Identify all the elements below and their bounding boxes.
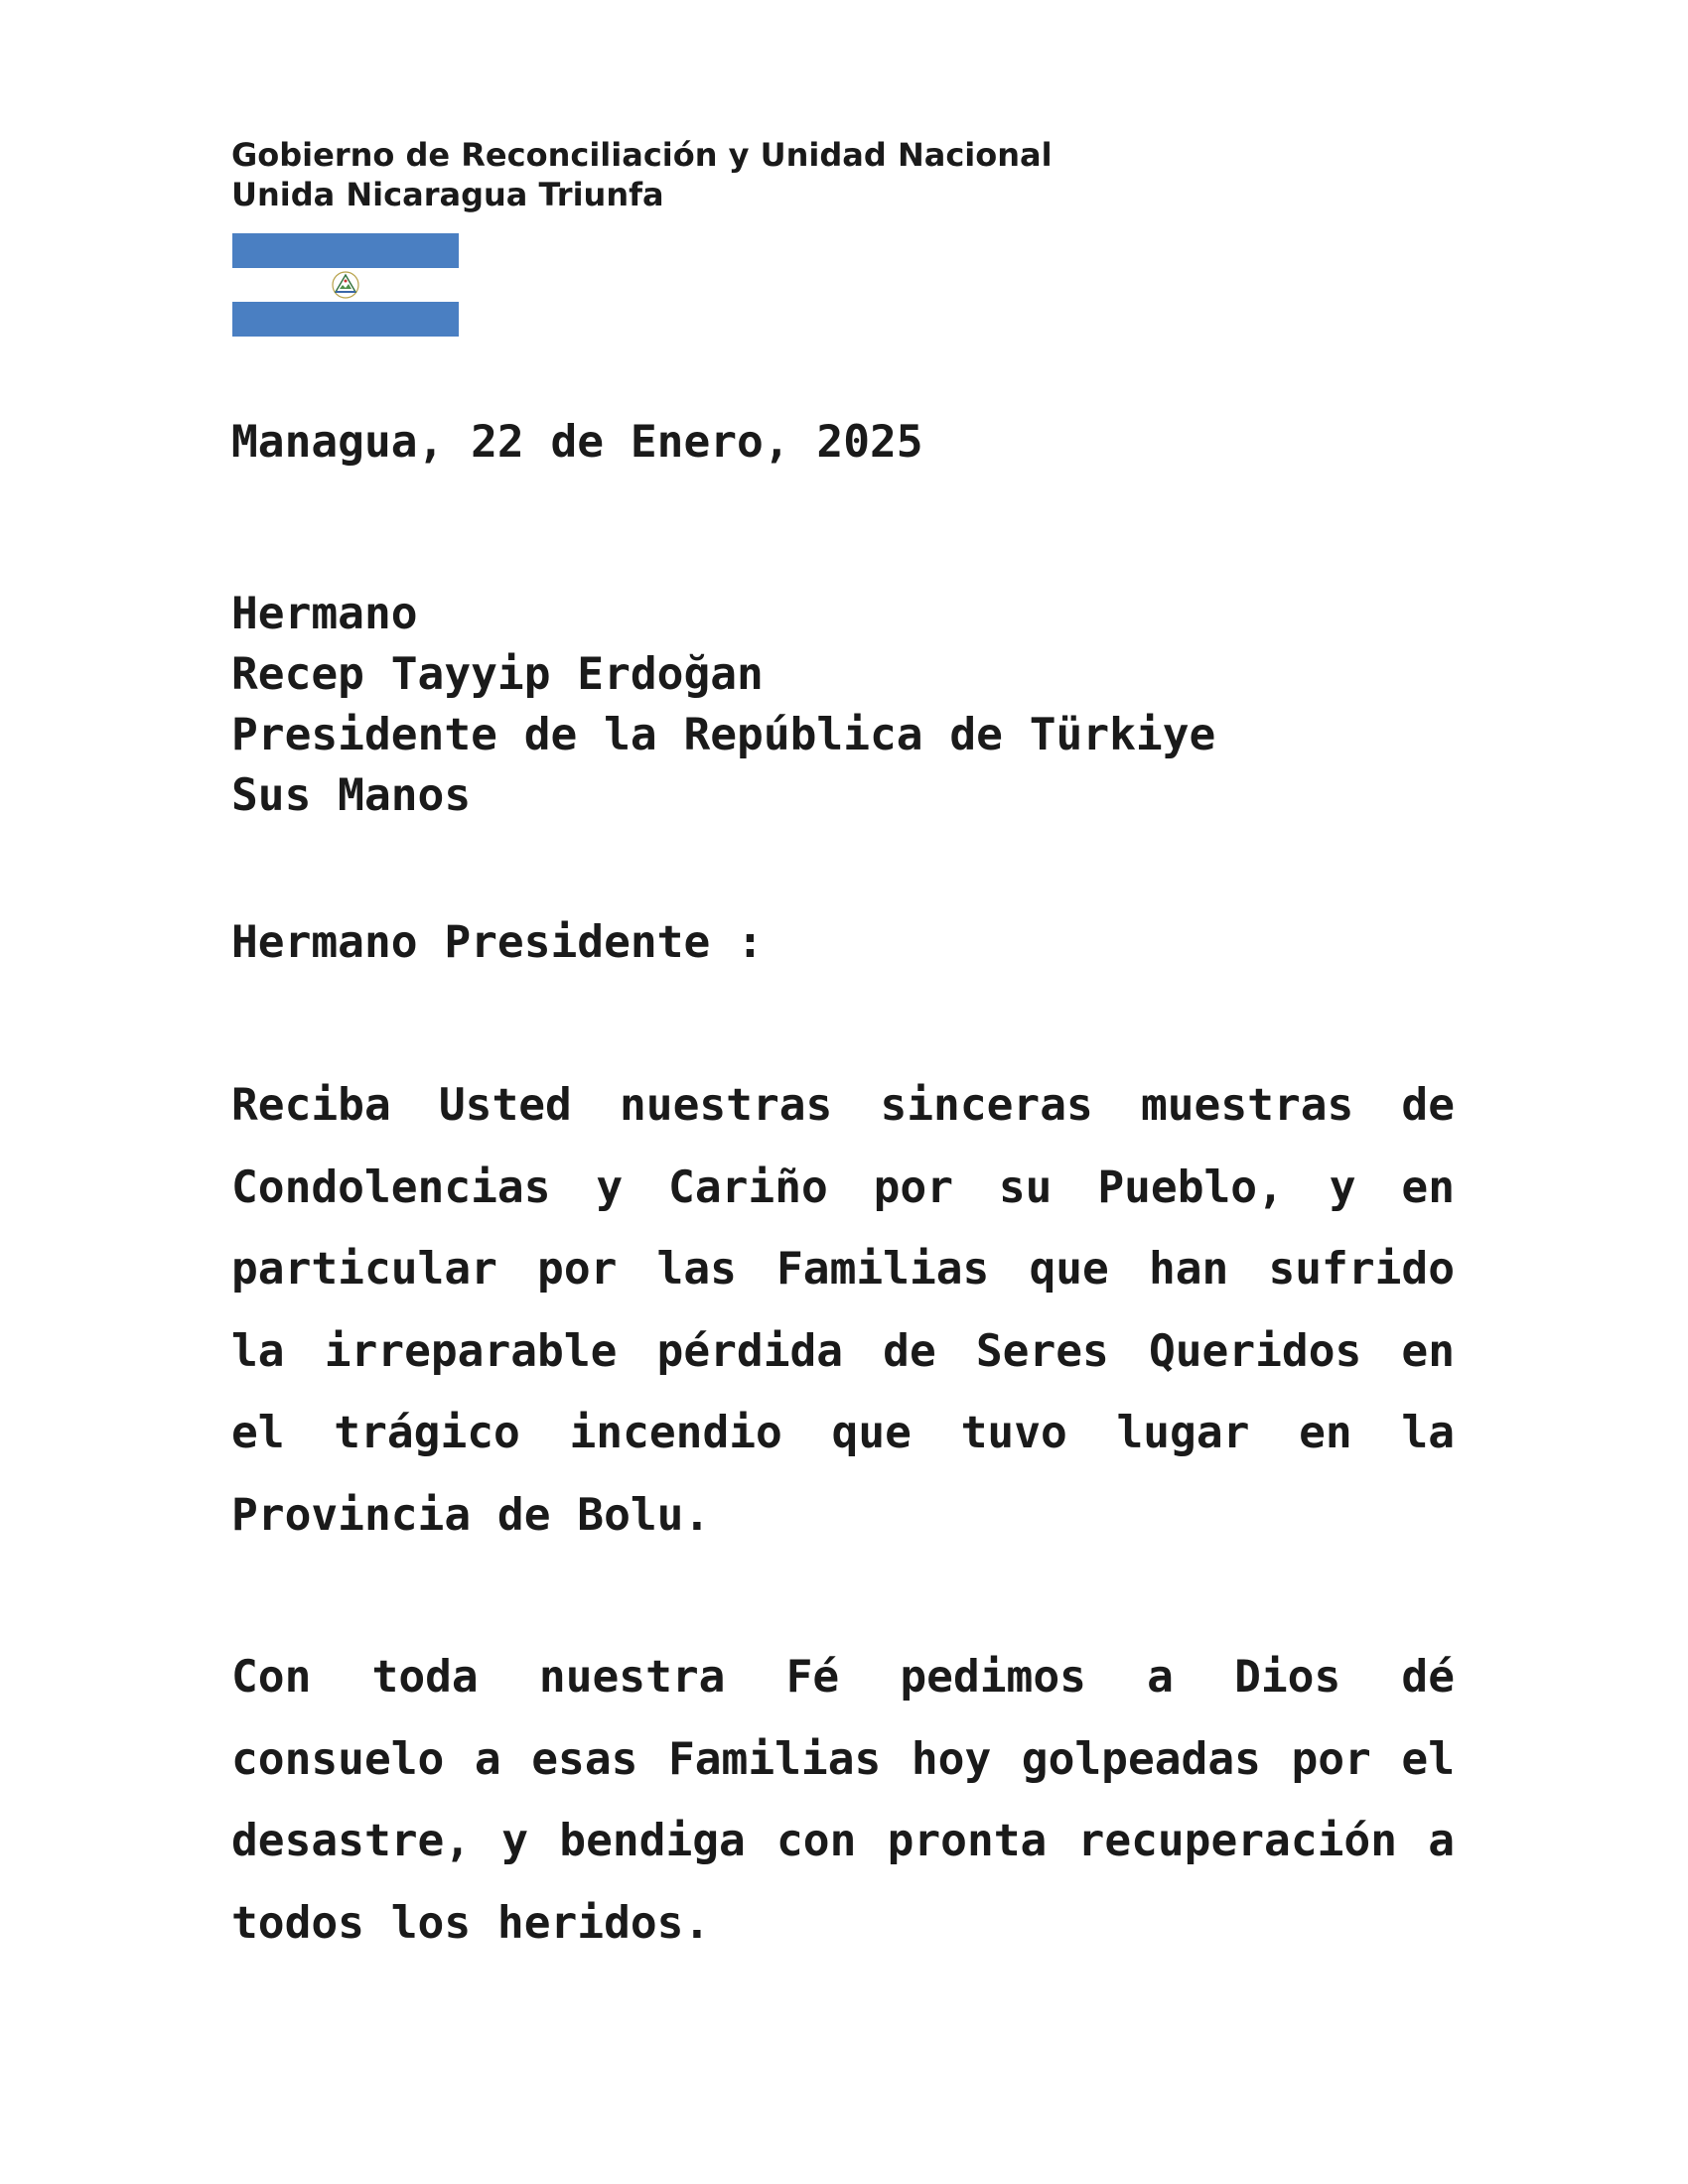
letterhead-government-name: Gobierno de Reconciliación y Unidad Nacional	[231, 136, 1053, 174]
body-paragraph-prayer: Con toda nuestra Fé pedimos a Dios dé consuelo a esas Familias hoy golpeadas por el desastre, y bendiga con pronta recuperación a todos los heridos.	[231, 1652, 1455, 1949]
flag-top-stripe	[232, 233, 459, 268]
recipient-title: Presidente de la República de Türkiye	[231, 710, 1216, 760]
body-paragraph-condolences: Reciba Usted nuestras sinceras muestras de Condolencias y Cariño por su Pueblo, y en particular por las Familias que han sufrido la irreparable pérdida de Seres Queridos en el trágico incendio que tuvo lugar en la Provincia de Bolu.	[231, 1080, 1455, 1541]
recipient-block	[231, 584, 1215, 826]
salutation: Hermano Presidente :	[231, 917, 764, 968]
recipient-address-line: Hermano	[231, 589, 418, 639]
nicaragua-flag-icon	[232, 233, 459, 337]
flag-bottom-stripe	[232, 302, 459, 337]
coat-of-arms-icon	[324, 270, 367, 300]
letter-date: Managua, 22 de Enero, 2025	[231, 417, 923, 468]
letterhead	[231, 135, 1053, 214]
letterhead-slogan: Unida Nicaragua Triunfa	[231, 176, 664, 213]
recipient-delivery-note: Sus Manos	[231, 770, 472, 821]
recipient-name: Recep Tayyip Erdoğan	[231, 649, 764, 700]
flag-middle-stripe	[232, 268, 459, 303]
